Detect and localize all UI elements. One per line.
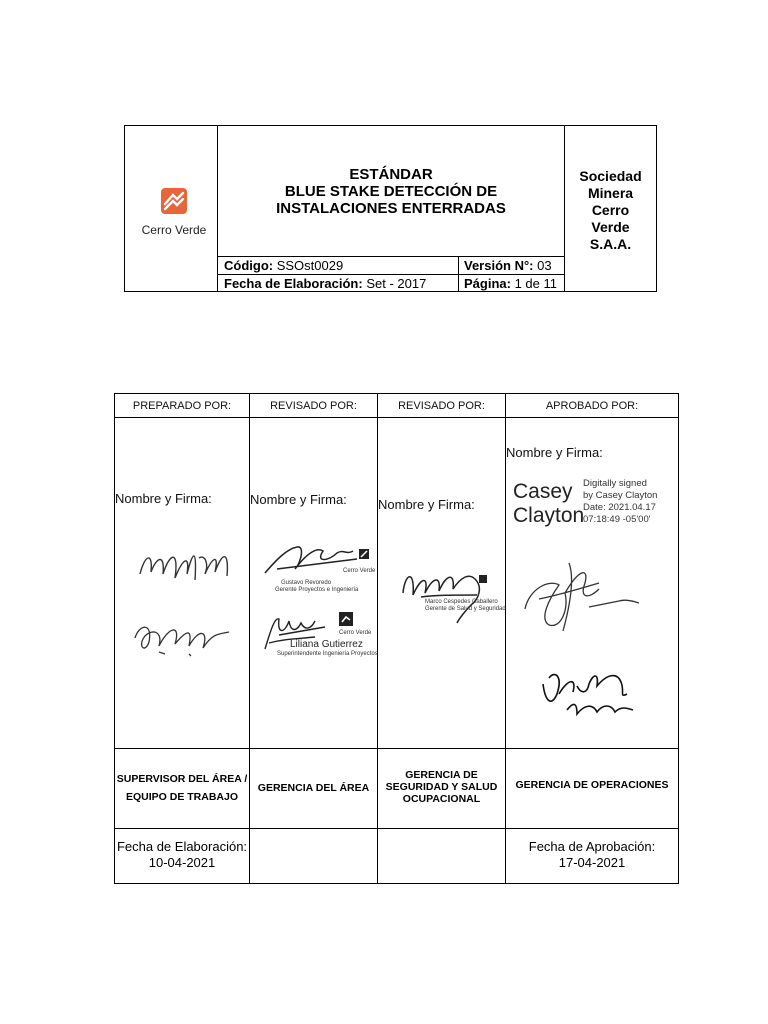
digital-sign-info-1: Digitally signed	[583, 478, 647, 489]
stamp-col3-name: Marco Cespedes Caballero	[425, 599, 498, 605]
approval-date-value: 17-04-2021	[558, 855, 626, 870]
version-label: Versión N°:	[464, 258, 534, 273]
signature-reviewed-2	[395, 559, 501, 625]
approval-date-label: Fecha de Aprobación:	[528, 839, 656, 854]
stamp-col3-role: Gerente de Salud y Seguridad	[425, 606, 506, 612]
role-supervisor	[115, 772, 249, 804]
cerro-verde-stamp-icon	[339, 612, 353, 626]
stamp-col2-role: Gerente Proyectos e Ingeniería	[275, 587, 359, 593]
date-page-row	[218, 274, 565, 292]
digital-signer-last-name: Clayton	[513, 504, 585, 527]
company-line-2: Minera	[587, 185, 634, 201]
digital-sign-info-3: Date: 2021.04.17	[583, 502, 656, 513]
digital-sign-info-4: 07:18:49 -05'00'	[583, 514, 651, 525]
role-supervisor-line-1: SUPERVISOR DEL ÁREA /	[116, 773, 248, 785]
role-supervisor-line-2: EQUIPO DE TRABAJO	[125, 791, 238, 803]
version-value: 03	[537, 258, 552, 273]
name-sign-label-4: Nombre y Firma:	[506, 445, 603, 460]
title-line-1: ESTÁNDAR	[349, 166, 433, 183]
name-sign-label-2: Nombre y Firma:	[250, 492, 347, 507]
company-name-cell	[565, 126, 656, 291]
stamp-col2b-name: Liliana Gutierrez	[290, 639, 363, 650]
col-heading-prepared: PREPARADO POR:	[132, 400, 232, 412]
stamp-col2-name: Gustavo Revoredo	[281, 580, 332, 586]
role-safety-line-2: SEGURIDAD Y SALUD	[385, 781, 498, 793]
role-operations-management: GERENCIA DE OPERACIONES	[515, 779, 669, 791]
signature-approved-2	[537, 664, 637, 724]
code-field	[224, 257, 343, 274]
signature-prepared-1	[135, 544, 235, 586]
cerro-verde-logo	[138, 188, 210, 237]
document-header-table	[124, 125, 657, 292]
approval-signatures-table	[114, 393, 679, 884]
role-safety-line-3: OCUPACIONAL	[402, 793, 481, 805]
stamp-col2b-role: Superintendente Ingeniería Proyectos	[277, 651, 378, 657]
company-line-4: Verde	[591, 219, 630, 235]
date-value: Set - 2017	[366, 276, 427, 291]
stamp-col2-brand: Cerro Verde	[343, 568, 376, 574]
signature-prepared-2	[129, 612, 235, 662]
company-line-1: Sociedad	[579, 168, 642, 184]
column-divider	[377, 394, 378, 883]
logo-company-name: Cerro Verde	[141, 223, 207, 237]
version-field	[458, 257, 566, 274]
elaboration-date-label: Fecha de Elaboración:	[116, 839, 248, 854]
page-value: 1 de 11	[514, 276, 558, 291]
col-heading-reviewed-2: REVISADO POR:	[398, 400, 485, 412]
title-line-2: BLUE STAKE DETECCIÓN DE	[284, 183, 498, 200]
col-heading-approved: APROBADO POR:	[545, 400, 639, 412]
signature-approved-1	[519, 559, 647, 637]
logo-cell	[125, 126, 218, 291]
row-divider	[115, 748, 678, 749]
column-divider	[249, 394, 250, 883]
signature-reviewed-1a	[257, 539, 375, 581]
row-divider	[115, 828, 678, 829]
title-line-3: INSTALACIONES ENTERRADAS	[276, 200, 506, 217]
code-version-row	[218, 256, 565, 274]
column-divider	[505, 394, 506, 883]
digital-signer-first-name: Casey	[513, 480, 573, 503]
role-area-management: GERENCIA DEL ÁREA	[257, 782, 370, 794]
stamp-col2b-brand: Cerro Verde	[339, 630, 372, 636]
company-line-5: S.A.A.	[589, 236, 632, 252]
approval-date	[506, 839, 678, 871]
role-safety-line-1: GERENCIA DE	[405, 769, 478, 781]
cerro-verde-logo-mark	[161, 188, 187, 214]
company-line-3: Cerro	[591, 202, 630, 218]
role-safety-management	[378, 769, 505, 805]
col-heading-reviewed-1: REVISADO POR:	[270, 400, 357, 412]
document-title	[218, 126, 565, 256]
page-label: Página:	[464, 276, 511, 291]
date-label: Fecha de Elaboración:	[224, 276, 363, 291]
digital-sign-info-2: by Casey Clayton	[583, 490, 658, 501]
code-value: SSOst0029	[276, 258, 344, 273]
date-field	[224, 275, 426, 292]
elaboration-date-value: 10-04-2021	[148, 855, 216, 870]
name-sign-label-3: Nombre y Firma:	[378, 497, 475, 512]
code-label: Código:	[224, 258, 274, 273]
elaboration-date	[115, 839, 249, 871]
name-sign-label-1: Nombre y Firma:	[115, 491, 212, 506]
page-field	[458, 275, 566, 292]
